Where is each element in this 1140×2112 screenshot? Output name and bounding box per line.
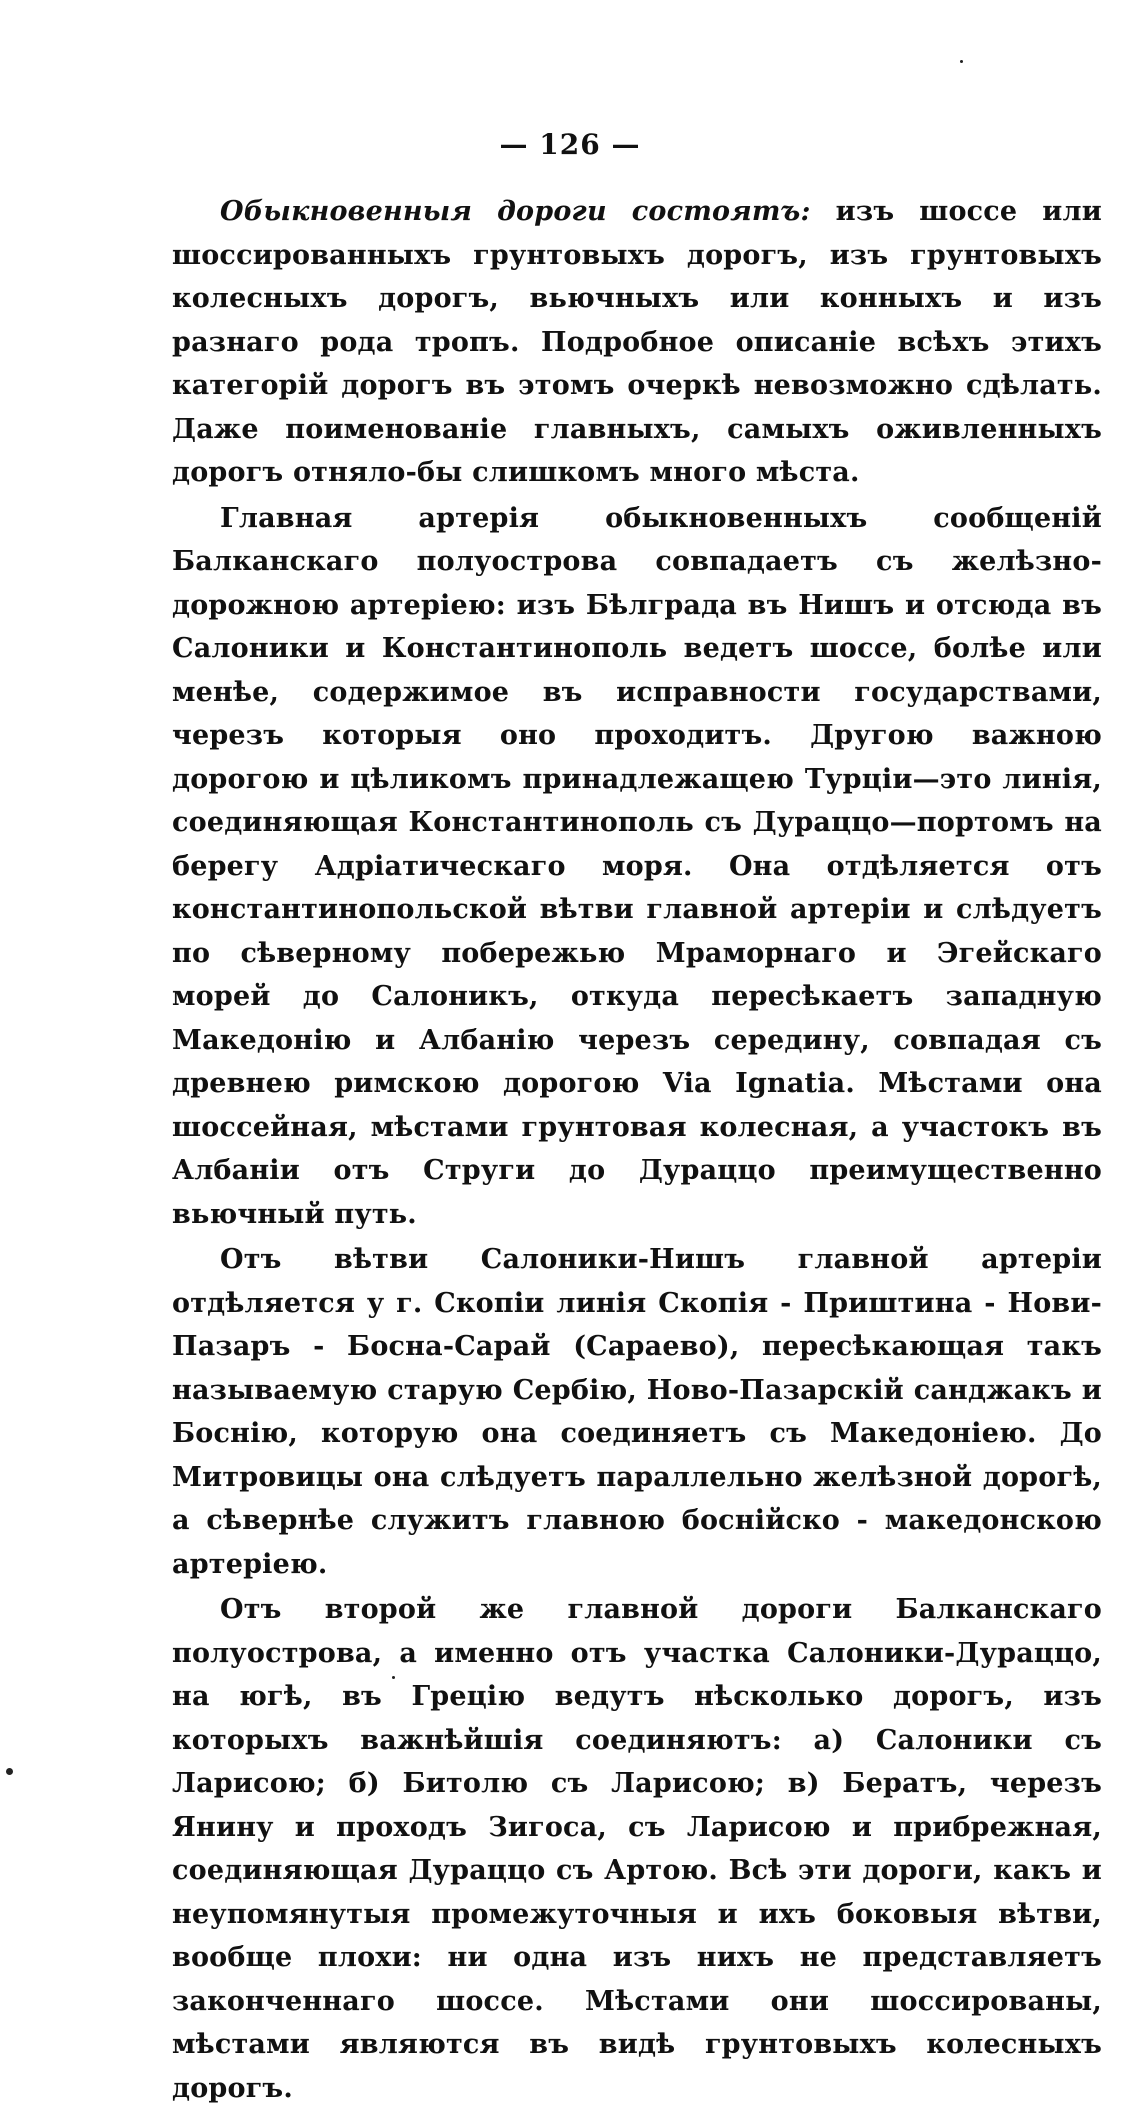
scan-speck [392, 1676, 395, 1679]
paragraph-1 [172, 190, 1102, 495]
paragraph-3: Отъ вѣтви Салоники-Нишъ главной артеріи отдѣляется у г. Скопіи линія Скопія - Приштина - Нови-Пазаръ - Босна-Сарай (Сараево), пересѣкающая такъ называемую старую Сербію, Ново-Пазарскій санджакъ и Боснію, которую она соединяетъ съ Македоніею. До Митровицы она слѣдуетъ параллельно желѣзной дорогѣ, а сѣвернѣе служитъ главною боснійско - македонскою артеріею. [172, 1244, 1102, 1580]
scan-speck [6, 1768, 13, 1775]
paragraph-4: Отъ второй же главной дороги Балканскаго полуострова, а именно отъ участка Салоники-Дураццо, на югѣ, въ Грецію ведутъ нѣсколько дорогъ, изъ которыхъ важнѣйшія соединяютъ: а) Салоники съ Ларисою; б) Битолю съ Ларисою; в) Бератъ, черезъ Янину и проходъ Зигоса, съ Ларисою и прибрежная, соединяющая Дураццо съ Артою. Всѣ эти дороги, какъ и неупомянутыя промежуточныя и ихъ боковыя вѣтви, вообще плохи: ни одна изъ нихъ не представляетъ законченнаго шоссе. Мѣстами они шоссированы, мѣстами являются въ видѣ грунтовыхъ колесныхъ дорогъ. [172, 1594, 1102, 2104]
paragraph-2: Главная артерія обыкновенныхъ сообщеній Балканскаго полуострова совпадаетъ съ желѣзно-дорожною артеріею: изъ Бѣлграда въ Нишъ и отсюда въ Салоники и Константинополь ведетъ шоссе, болѣе или менѣе, содержимое въ исправности государствами, черезъ которыя оно проходитъ. Другою важною дорогою и цѣликомъ принадлежащею Турціи—это линія, соединяющая Константинополь съ Дураццо—портомъ на берегу Адріатическаго моря. Она отдѣляется отъ константинопольской вѣтви главной артеріи и слѣдуетъ по сѣверному побережью Мраморнаго и Эгейскаго морей до Салоникъ, откуда пересѣкаетъ западную Македонію и Албанію черезъ середину, совпадая съ древнею римскою дорогою Via Ignatia. Мѣстами она шоссейная, мѣстами грунтовая колесная, а участокъ въ Албаніи отъ Струги до Дураццо преимущественно вьючный путь. [172, 502, 1102, 1230]
paragraph-1-text: изъ шоссе или шоссированныхъ грунтовыхъ дорогъ, изъ грунтовыхъ колесныхъ дорогъ, вьючныхъ или конныхъ и изъ разнаго рода тропъ. Подробное описаніе всѣхъ этихъ категорій дорогъ въ этомъ очеркѣ невозможно сдѣлать. Даже поименованіе главныхъ, самыхъ оживленныхъ дорогъ отняло-бы слишкомъ много мѣста. [172, 196, 1102, 488]
body-text [172, 190, 1102, 2112]
scan-speck [960, 60, 963, 63]
page-number: — 126 — [499, 128, 641, 161]
paragraph-lead-italic: Обыкновенныя дороги состоятъ: [220, 196, 811, 227]
